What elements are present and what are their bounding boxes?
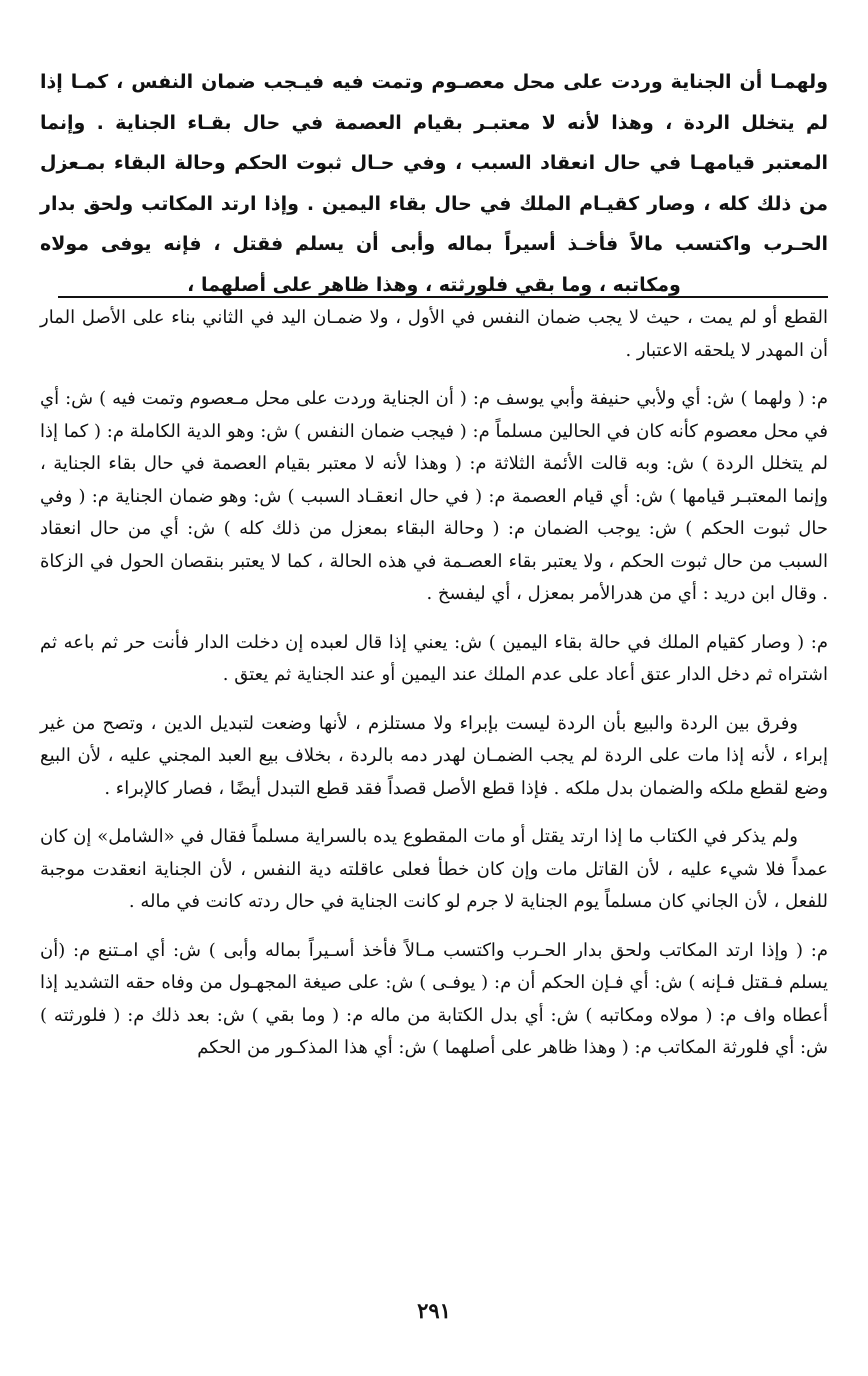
commentary-paragraph-4: وفرق بين الردة والبيع بأن الردة ليست بإبراء ولا مستلزم ، لأنها وضعت لتبديل الدين ، وتصح من غير إبراء ، لأنه إذا مات على الردة لم يجب الضمـان لهدر دمه بالردة ، بخلاف بيع العبد المجني عليه ، لأن البيع وضع لقطع ملكه والضمان بدل ملكه . فإذا قطع الأصل قصداً فقد قطع التبدل أيضًا ، فصار كالإبراء . (40, 712, 829, 799)
commentary-paragraph-1: القطع أو لم يمت ، حيث لا يجب ضمان النفس في الأول ، ولا ضمـان اليد في الثاني بناء على الأصل المار أن المهدر لا يلحقه الاعتبار . (40, 307, 828, 361)
commentary-paragraph-2: م: ( ولهما ) ش: أي ولأبي حنيفة وأبي يوسف م: ( أن الجناية وردت على محل مـعصوم وتمت فيه ) ش: أي في محل معصوم كأنه كان في الحالين مسلماً م: ( فيجب ضمان النفس ) ش: وهو الدية الكاملة م: ( كما إذا لم يتخلل الردة ) ش: وبه قالت الأئمة الثلاثة م: ( وهذا لأنه لا معتبر بقيام العصمة في حال بقاء الجناية ، وإنما المعتبـر قيامها ) ش: أي قيام العصمة م: ( في حال انعقـاد السبب ) ش: وهو ضمان الجناية م: ( وفي حال ثبوت الحكم ) ش: يوجب الضمان م: ( وحالة البقاء بمعزل من ذلك كله ) ش: أي من حال انعقاد السبب من حال ثبوت الحكم ، ولا يعتبر بقاء العصـمة في هذه الحالة ، كما لا يعتبر بنقصان الحول في الزكاة . وقال ابن دريد : أي من هدرالأمر بمعزل ، أي ليفسخ . (40, 388, 828, 604)
footnote-divider (58, 296, 828, 298)
commentary-block (40, 302, 828, 1065)
commentary-paragraph-5: ولم يذكر في الكتاب ما إذا ارتد يقتل أو مات المقطوع يده بالسراية مسلماً فقال في «الشامل» إن كان عمداً فلا شيء عليه ، لأن القاتل مات وإن كان خطأ فعلى عاقلته دية النفس ، لأن الجناية انعقدت موجبة للفعل ، لأن الجاني كان مسلماً يوم الجناية لا جرم لو كانت الجناية في حال ردته كانت في ماله . (40, 826, 828, 912)
main-text-block (40, 62, 828, 305)
commentary-paragraph-3: م: ( وصار كقيام الملك في حالة بقاء اليمين ) ش: يعني إذا قال لعبده إن دخلت الدار فأنت حر ثم باعه ثم اشتراه ثم دخل الدار عتق أعاد على عدم الملك عند اليمين أو عند الجناية ثم يعتق . (40, 631, 828, 685)
commentary-paragraph-6: م: ( وإذا ارتد المكاتب ولحق بدار الحـرب واكتسب مـالاً فأخذ أسـيراً بماله وأبى ) ش: أي امـتنع م: (أن يسلم فـقتل فـإنه ) ش: أي فـإن الحكم أن م: ( يوفـى ) ش: على صيغة المجهـول من وفاه حقه التشديد إذا أعطاه واف م: ( مولاه ومكاتبه ) ش: أي بدل الكتابة من ماله م: ( وما بقي ) ش: بعد ذلك م: ( فلورثته ) ش: أي فلورثة المكاتب م: ( وهذا ظاهر على أصلهما ) ش: أي هذا المذكـور من الحكم (40, 939, 828, 1058)
main-text: ولهمـا أن الجناية وردت على محل معصـوم وتمت فيه فيـجب ضمان النفس ، كمـا إذا لم يتخلل الردة ، وهذا لأنه لا معتبـر بقيام العصمة في حال بقـاء الجناية . وإنما المعتبر قيامهـا في حال انعقاد السبب ، وفي حـال ثبوت الحكم وحالة البقاء بمـعزل من ذلك كله ، وصار كقيـام الملك في حال بقاء اليمين . وإذا ارتد المكاتب ولحق بدار الحـرب واكتسب مالاً فأخـذ أسيراً بماله وأبى أن يسلم فقتل ، فإنه يوفى مولاه ومكاتبه ، وما بقي فلورثته ، وهذا ظاهر على أصلهما ، (40, 71, 828, 296)
page-number: ٢٩١ (417, 1298, 451, 1323)
